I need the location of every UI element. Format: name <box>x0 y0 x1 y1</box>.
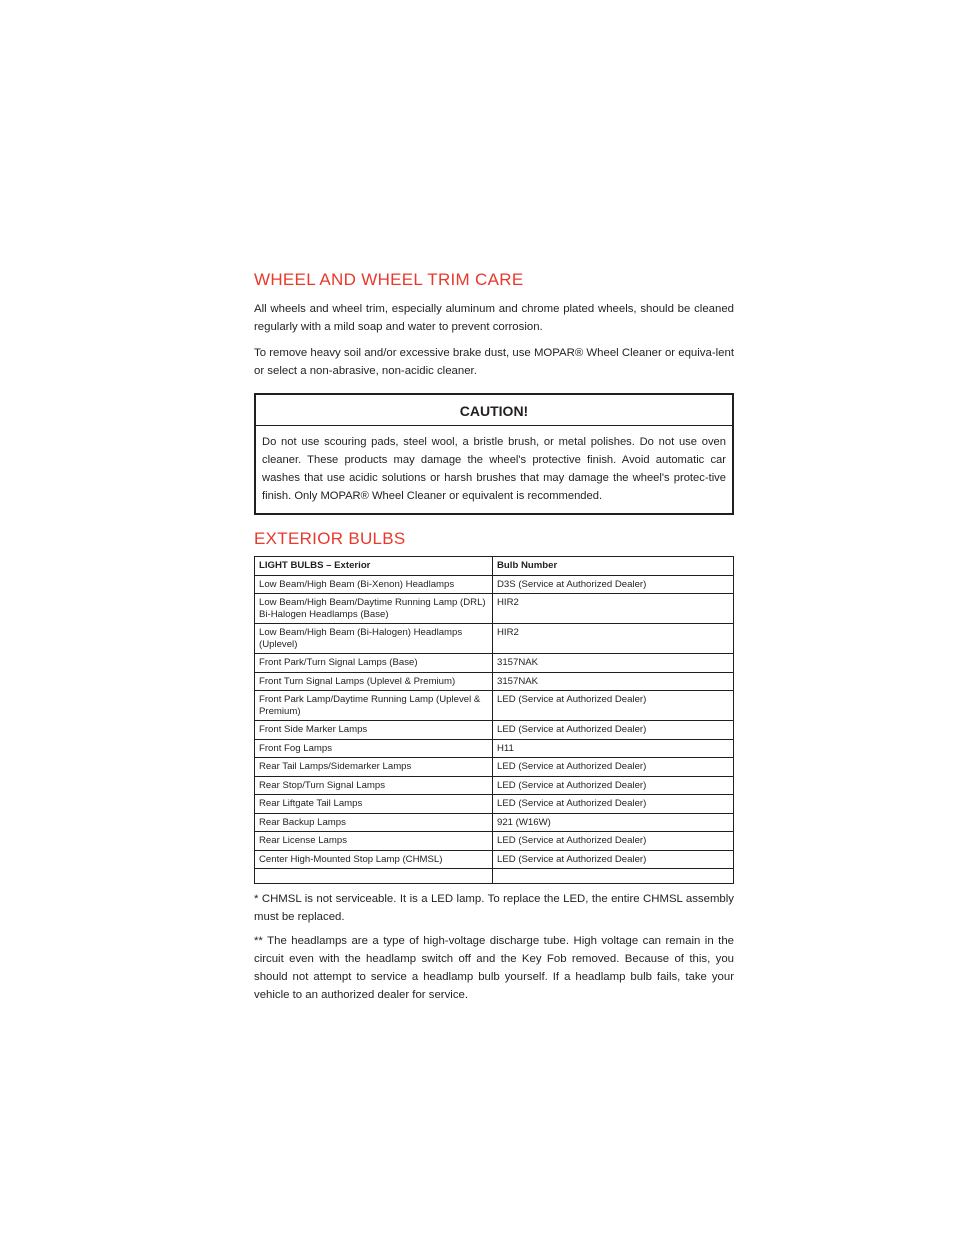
wheel-care-paragraph-1: All wheels and wheel trim, especially aluminum and chrome plated wheels, should be cleaned regularly with a mild soap and water to prevent corrosion. <box>254 303 734 333</box>
table-cell: D3S (Service at Authorized Dealer) <box>493 575 734 594</box>
table-row <box>255 758 734 777</box>
caution-text: Do not use scouring pads, steel wool, a bristle brush, or metal polishes. Do not use oven cleaner. These products may damage the wheel's protective finish. Avoid automatic car washes that use acidic solutions or harsh brushes that may damage the wheel's protec-tive finish. Only MOPAR® Wheel Cleaner or equivalent is recommended. <box>262 436 726 502</box>
table-row <box>255 691 734 721</box>
wheel-care-paragraph-2: To remove heavy soil and/or excessive brake dust, use MOPAR® Wheel Cleaner or equiva-lent or select a non-abrasive, non-acidic cleaner. <box>254 347 734 377</box>
table-cell: HIR2 <box>493 594 734 624</box>
column-header-light-bulbs: LIGHT BULBS – Exterior <box>255 557 493 576</box>
table-cell: LED (Service at Authorized Dealer) <box>493 758 734 777</box>
bulbs-table <box>254 556 734 884</box>
table-row <box>255 624 734 654</box>
table-row <box>255 850 734 869</box>
table-spacer-row <box>255 869 734 884</box>
table-cell-empty <box>255 869 493 884</box>
table-cell: 3157NAK <box>493 672 734 691</box>
table-cell: HIR2 <box>493 624 734 654</box>
section-heading-wheel-care: WHEEL AND WHEEL TRIM CARE <box>254 270 524 289</box>
section-heading-exterior-bulbs: EXTERIOR BULBS <box>254 529 406 548</box>
table-cell: H11 <box>493 739 734 758</box>
table-header-row <box>255 557 734 576</box>
table-cell: Rear Liftgate Tail Lamps <box>255 795 493 814</box>
table-cell: LED (Service at Authorized Dealer) <box>493 776 734 795</box>
table-cell: Low Beam/High Beam/Daytime Running Lamp (DRL) Bi-Halogen Headlamps (Base) <box>255 594 493 624</box>
table-cell: Front Side Marker Lamps <box>255 721 493 740</box>
table-cell: Low Beam/High Beam (Bi-Xenon) Headlamps <box>255 575 493 594</box>
table-cell: 3157NAK <box>493 654 734 673</box>
table-cell: Front Park/Turn Signal Lamps (Base) <box>255 654 493 673</box>
table-cell: LED (Service at Authorized Dealer) <box>493 721 734 740</box>
table-cell: Front Park Lamp/Daytime Running Lamp (Uplevel & Premium) <box>255 691 493 721</box>
table-row <box>255 795 734 814</box>
table-cell: LED (Service at Authorized Dealer) <box>493 795 734 814</box>
table-cell: LED (Service at Authorized Dealer) <box>493 850 734 869</box>
table-cell: Front Turn Signal Lamps (Uplevel & Premium) <box>255 672 493 691</box>
footnote-headlamps: ** The headlamps are a type of high-voltage discharge tube. High voltage can remain in the circuit even with the headlamp switch off and the Key Fob removed. Because of this, you should not attempt to service a headlamp bulb yourself. If a headlamp bulb fails, take your vehicle to an authorized dealer for service. <box>254 935 734 1001</box>
table-row <box>255 672 734 691</box>
caution-title: CAUTION! <box>256 395 732 426</box>
table-row <box>255 594 734 624</box>
table-cell: Center High-Mounted Stop Lamp (CHMSL) <box>255 850 493 869</box>
table-row <box>255 739 734 758</box>
table-cell: 921 (W16W) <box>493 813 734 832</box>
manual-page <box>254 270 734 1004</box>
table-cell: Rear Stop/Turn Signal Lamps <box>255 776 493 795</box>
table-row <box>255 832 734 851</box>
table-cell: Low Beam/High Beam (Bi-Halogen) Headlamps (Uplevel) <box>255 624 493 654</box>
table-cell: Rear Backup Lamps <box>255 813 493 832</box>
table-row <box>255 654 734 673</box>
table-cell: LED (Service at Authorized Dealer) <box>493 691 734 721</box>
table-cell: Rear License Lamps <box>255 832 493 851</box>
caution-box <box>254 393 734 515</box>
table-cell: LED (Service at Authorized Dealer) <box>493 832 734 851</box>
table-cell: Front Fog Lamps <box>255 739 493 758</box>
table-row <box>255 776 734 795</box>
table-cell: Rear Tail Lamps/Sidemarker Lamps <box>255 758 493 777</box>
table-row <box>255 721 734 740</box>
table-row <box>255 813 734 832</box>
footnote-chmsl: * CHMSL is not serviceable. It is a LED lamp. To replace the LED, the entire CHMSL assembly must be replaced. <box>254 893 734 923</box>
table-cell-empty <box>493 869 734 884</box>
table-row <box>255 575 734 594</box>
column-header-bulb-number: Bulb Number <box>493 557 734 576</box>
